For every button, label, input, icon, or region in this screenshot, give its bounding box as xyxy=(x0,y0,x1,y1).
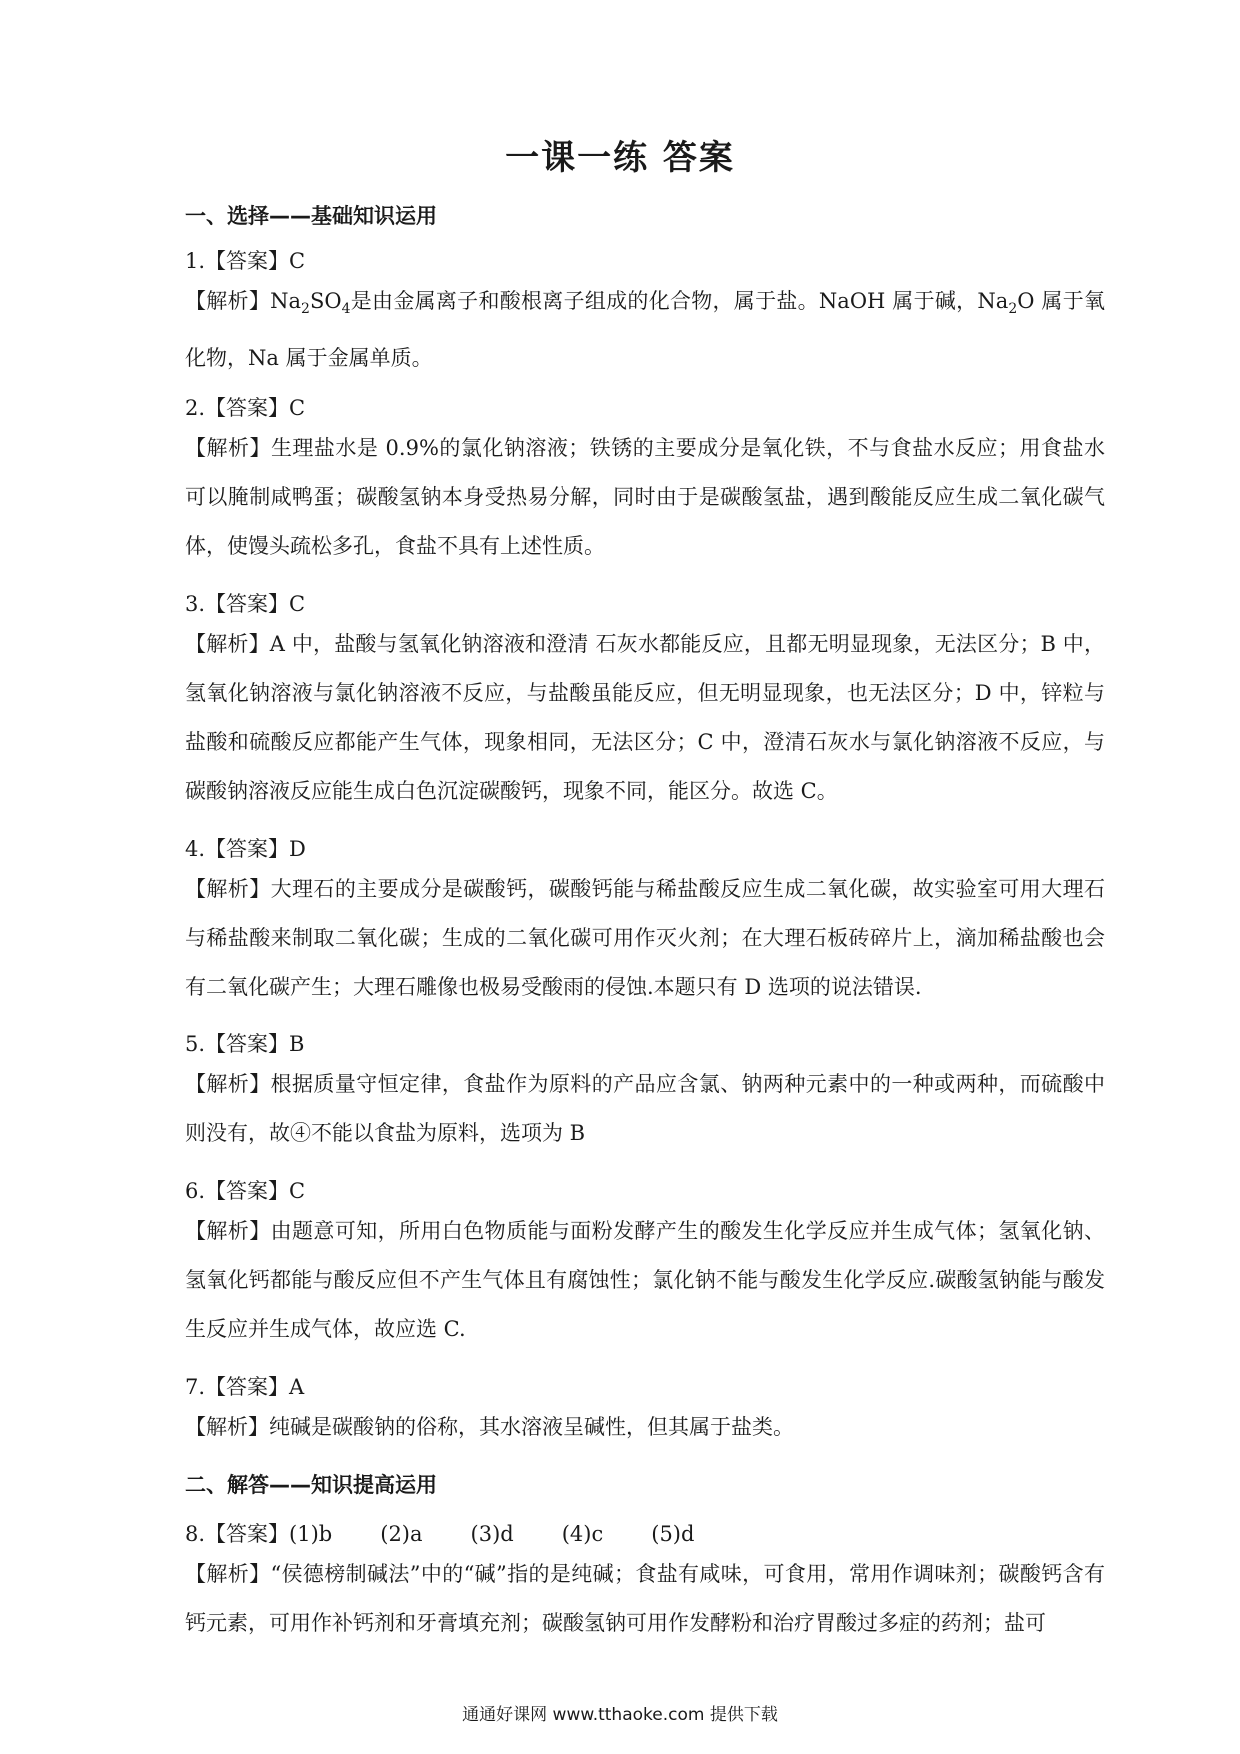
page-footer: 通通好课网 www.tthaoke.com 提供下载 xyxy=(462,1705,778,1725)
answer-1: 1.【答案】C xyxy=(185,249,306,273)
answer-3: 3.【答案】C xyxy=(185,592,306,616)
answer-5: 5.【答案】B xyxy=(185,1032,305,1056)
analysis-3: 【解析】A 中，盐酸与氢氧化钠溶液和澄清 石灰水都能反应，且都无明显现象，无法区分；B 中，氢氧化钠溶液与氯化钠溶液不反应，与盐酸虽能反应，但无明显现象，也无法区分；D 中，锌粒与盐酸和硫酸反应都能产生气体，现象相同，无法区分；C 中，澄清石灰水与氯化钠溶液不反应，与碳酸钠溶液反应能生成白色沉淀碳酸钙，现象不同，能区分。故选 C。 xyxy=(185,632,1105,803)
analysis-1: 【解析】$Na_2SO_4$是由金属离子和酸根离子组成的化合物，属于盐。NaOH 属于碱，$Na_2O$ 属于氧化物，Na 属于金属单质。 xyxy=(185,289,1105,371)
analysis-5: 【解析】根据质量守恒定律，食盐作为原料的产品应含氯、钠两种元素中的一种或两种，而硫酸中则没有，故④不能以食盐为原料，选项为 B xyxy=(185,1072,1105,1145)
analysis-8: 【解析】“侯德榜制碱法”中的“碱”指的是纯碱；食盐有咸味，可食用，常用作调味剂；碳酸钙含有钙元素，可用作补钙剂和牙膏填充剂；碳酸氢钠可用作发酵粉和治疗胃酸过多症的药剂；盐可 xyxy=(185,1562,1105,1635)
analysis-2: 【解析】生理盐水是 0.9%的氯化钠溶液；铁锈的主要成分是氧化铁，不与食盐水反应；用食盐水可以腌制咸鸭蛋；碳酸氢钠本身受热易分解，同时由于是碳酸氢盐，遇到酸能反应生成二氧化碳气体，使馒头疏松多孔，食盐不具有上述性质。 xyxy=(185,436,1105,558)
answer-7: 7.【答案】A xyxy=(185,1375,305,1399)
page-title: 一课一练 答案 xyxy=(505,138,735,178)
answer-8-option: (4)c xyxy=(561,1522,604,1546)
answer-8-option: (3)d xyxy=(470,1522,514,1546)
section-heading-solve: 二、解答——知识提高运用 xyxy=(185,1473,437,1497)
answer-8: 8.【答案】(1)b (2)a (3)d (4)c (5)d xyxy=(185,1522,695,1546)
answer-8-option: (1)b xyxy=(289,1522,333,1546)
answer-6: 6.【答案】C xyxy=(185,1179,306,1203)
answer-8-option: (5)d xyxy=(651,1522,695,1546)
analysis-4: 【解析】大理石的主要成分是碳酸钙，碳酸钙能与稀盐酸反应生成二氧化碳，故实验室可用大理石与稀盐酸来制取二氧化碳；生成的二氧化碳可用作灭火剂；在大理石板砖碎片上，滴加稀盐酸也会有二氧化碳产生；大理石雕像也极易受酸雨的侵蚀.本题只有 D 选项的说法错误. xyxy=(185,877,1105,999)
analysis-6: 【解析】由题意可知，所用白色物质能与面粉发酵产生的酸发生化学反应并生成气体；氢氧化钠、氢氧化钙都能与酸反应但不产生气体且有腐蚀性；氯化钠不能与酸发生化学反应.碳酸氢钠能与酸发生反应并生成气体，故应选 C. xyxy=(185,1219,1105,1341)
answer-2: 2.【答案】C xyxy=(185,396,306,420)
answer-4: 4.【答案】D xyxy=(185,837,306,861)
section-heading-choice: 一、选择——基础知识运用 xyxy=(185,204,437,228)
answer-8-option: (2)a xyxy=(380,1522,423,1546)
analysis-7: 【解析】纯碱是碳酸钠的俗称，其水溶液呈碱性，但其属于盐类。 xyxy=(185,1415,794,1439)
